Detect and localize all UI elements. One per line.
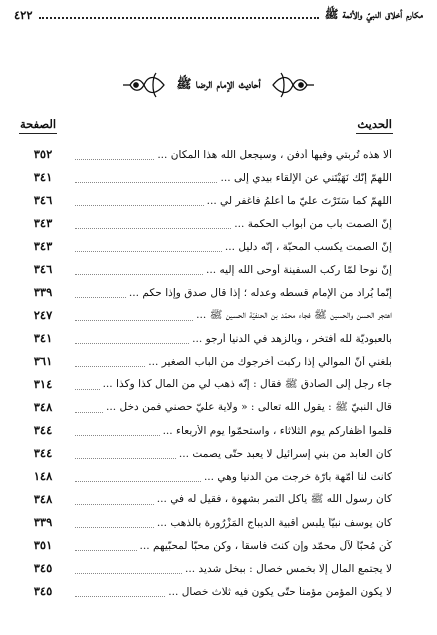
entry-text: اهتجر الحسن والحسين ﷺ فجاء محمّد بن الحنفيّة الحسين ﷺ ... bbox=[196, 308, 392, 321]
list-item bbox=[72, 329, 392, 349]
entry-page: ٣٤٥ bbox=[33, 584, 53, 598]
entry-page: ٣٣٩ bbox=[33, 285, 53, 299]
list-item bbox=[72, 559, 392, 579]
entry-text: كان رسول الله ﷺ يأكل التمر بشهوة ، فقيل له في ... bbox=[156, 492, 392, 505]
entry-page: ٣١٤ bbox=[33, 377, 53, 391]
section-heading bbox=[0, 70, 437, 100]
dotted-leader bbox=[75, 366, 145, 367]
list-item bbox=[72, 421, 392, 441]
dotted-leader bbox=[75, 389, 100, 390]
entry-page: ١٤٨ bbox=[33, 469, 53, 483]
entry-text: إنّ الصمت باب من أبواب الحكمة ... bbox=[234, 218, 392, 230]
entry-text: إنّ نوحاً لمّا ركب السفينة أوحى الله إليه ... bbox=[205, 264, 392, 276]
entry-page: ٣٥١ bbox=[33, 538, 53, 552]
entry-text: اللهمّ إنّك نَهَيْتَني عن الإلقاء بيدي إلى ... bbox=[220, 172, 392, 184]
list-item bbox=[72, 168, 392, 188]
entry-page: ٣٤٦ bbox=[33, 262, 53, 276]
dotted-leader bbox=[75, 504, 154, 505]
list-item bbox=[72, 145, 392, 165]
dotted-leader bbox=[75, 228, 231, 229]
entry-text: بلغني أنّ الموالي إذا ركبت أخرجوك من الباب الصغير ... bbox=[148, 356, 392, 368]
header-dotted-leader bbox=[39, 17, 319, 19]
dotted-leader bbox=[75, 251, 222, 252]
list-item bbox=[72, 444, 392, 464]
dotted-leader bbox=[75, 182, 217, 183]
ornament-right-icon bbox=[271, 70, 315, 100]
entry-page: ٣٥٢ bbox=[33, 147, 53, 161]
entry-page: ٣٦١ bbox=[33, 354, 53, 368]
running-header-title: مكارم أخلاق النبيّ والأئمة ﷺ bbox=[324, 6, 423, 21]
dotted-leader bbox=[75, 550, 137, 551]
list-item bbox=[72, 191, 392, 211]
entry-page: ٣٤٣ bbox=[33, 239, 53, 253]
dotted-leader bbox=[75, 458, 176, 459]
running-header bbox=[14, 7, 423, 23]
entry-text: بالعبوديّة لله أفتخر ، وبالزهد في الدنيا أرجو ... bbox=[192, 333, 392, 345]
dotted-leader bbox=[75, 412, 103, 413]
list-item bbox=[72, 237, 392, 257]
entry-page: ٣٣٩ bbox=[33, 515, 53, 529]
entry-page: ٣٤٨ bbox=[33, 400, 53, 414]
ornament-left-icon bbox=[122, 70, 166, 100]
dotted-leader bbox=[75, 159, 154, 160]
list-item bbox=[72, 398, 392, 418]
entry-text: لا يكون المؤمن مؤمناً حتّى يكون فيه ثلاث خصال ... bbox=[168, 586, 392, 598]
entry-text: ألا هذه تُربتي وفيها أُدفن ، وسيجعل الله هذا المكان ... bbox=[157, 149, 392, 161]
list-item bbox=[72, 536, 392, 556]
column-headers bbox=[20, 117, 392, 133]
entry-text: كُن مُحبّاً لآل محمّد وإن كنتَ فاسقاً ، وكن محبّاً لمحبّيهم ... bbox=[139, 540, 392, 552]
entry-text: إنّما يُراد من الإمام قسطه وعدله ؛ إذا قال صدق وإذا حكم ... bbox=[128, 287, 392, 299]
list-item bbox=[72, 283, 392, 303]
entry-page: ٢٤٧ bbox=[33, 308, 53, 322]
list-item bbox=[72, 214, 392, 234]
entry-text: كان يوسف نبيّاً يلبس أقبية الديباج المَزْرُورة بالذهب ... bbox=[156, 517, 392, 529]
entry-page: ٣٤٤ bbox=[33, 446, 53, 460]
entry-text: اللهمّ كما سَتَرْتَ عليّ ما أعلمُ فاغفر لي ... bbox=[206, 195, 392, 207]
column-header-page: الصفحة bbox=[20, 117, 57, 131]
entry-page: ٣٤٤ bbox=[33, 423, 53, 437]
list-item bbox=[72, 306, 392, 326]
entry-page: ٣٤١ bbox=[33, 170, 53, 184]
list-item bbox=[72, 582, 392, 602]
entry-text: كانت لنا أُمّهة بارّة خرجت من الدنيا وهي ... bbox=[203, 471, 392, 483]
entry-page: ٣٤٥ bbox=[33, 561, 53, 575]
dotted-leader bbox=[75, 205, 204, 206]
dotted-leader bbox=[75, 481, 201, 482]
dotted-leader bbox=[75, 297, 126, 298]
entry-text: إنّ الصمت يكسب المحبّة ، إنّه دليل ... bbox=[224, 241, 392, 253]
list-item bbox=[72, 375, 392, 395]
list-item bbox=[72, 467, 392, 487]
entry-text: كان العابد من بني إسرائيل لا يعبد حتّى يصمت ... bbox=[178, 448, 392, 460]
dotted-leader bbox=[75, 320, 193, 321]
column-header-hadith: الحديث bbox=[357, 117, 392, 131]
dotted-leader bbox=[75, 573, 182, 574]
dotted-leader bbox=[75, 596, 165, 597]
entry-text: جاء رجل إلى الصادق ﷺ فقال : إنّه ذهب لي من المال كذا وكذا ... bbox=[102, 377, 392, 390]
entry-text: قلّموا أظفاركم يوم الثلاثاء ، واستحمّوا يوم الأربعاء ... bbox=[162, 425, 392, 437]
list-item bbox=[72, 513, 392, 533]
list-item bbox=[72, 352, 392, 372]
entry-page: ٣٤٨ bbox=[33, 492, 53, 506]
dotted-leader bbox=[75, 435, 160, 436]
dotted-leader bbox=[75, 343, 189, 344]
entry-text: لا يجتمع المال إلّا بخمس خصال : ببخل شديد ... bbox=[184, 563, 392, 575]
dotted-leader bbox=[75, 527, 154, 528]
entry-page: ٣٤٣ bbox=[33, 216, 53, 230]
page-number: ٤٢٢ bbox=[14, 8, 33, 22]
list-item bbox=[72, 260, 392, 280]
dotted-leader bbox=[75, 274, 203, 275]
section-title: أحاديث الإمام الرضا ﷺ bbox=[176, 75, 261, 91]
entry-text: قال النبيّ ﷺ : يقول الله تعالى : « ولاية عليّ حصني فمن دخل ... bbox=[106, 400, 392, 413]
entry-page: ٣٤٦ bbox=[33, 193, 53, 207]
entry-page: ٣٤١ bbox=[33, 331, 53, 345]
list-item bbox=[72, 490, 392, 510]
